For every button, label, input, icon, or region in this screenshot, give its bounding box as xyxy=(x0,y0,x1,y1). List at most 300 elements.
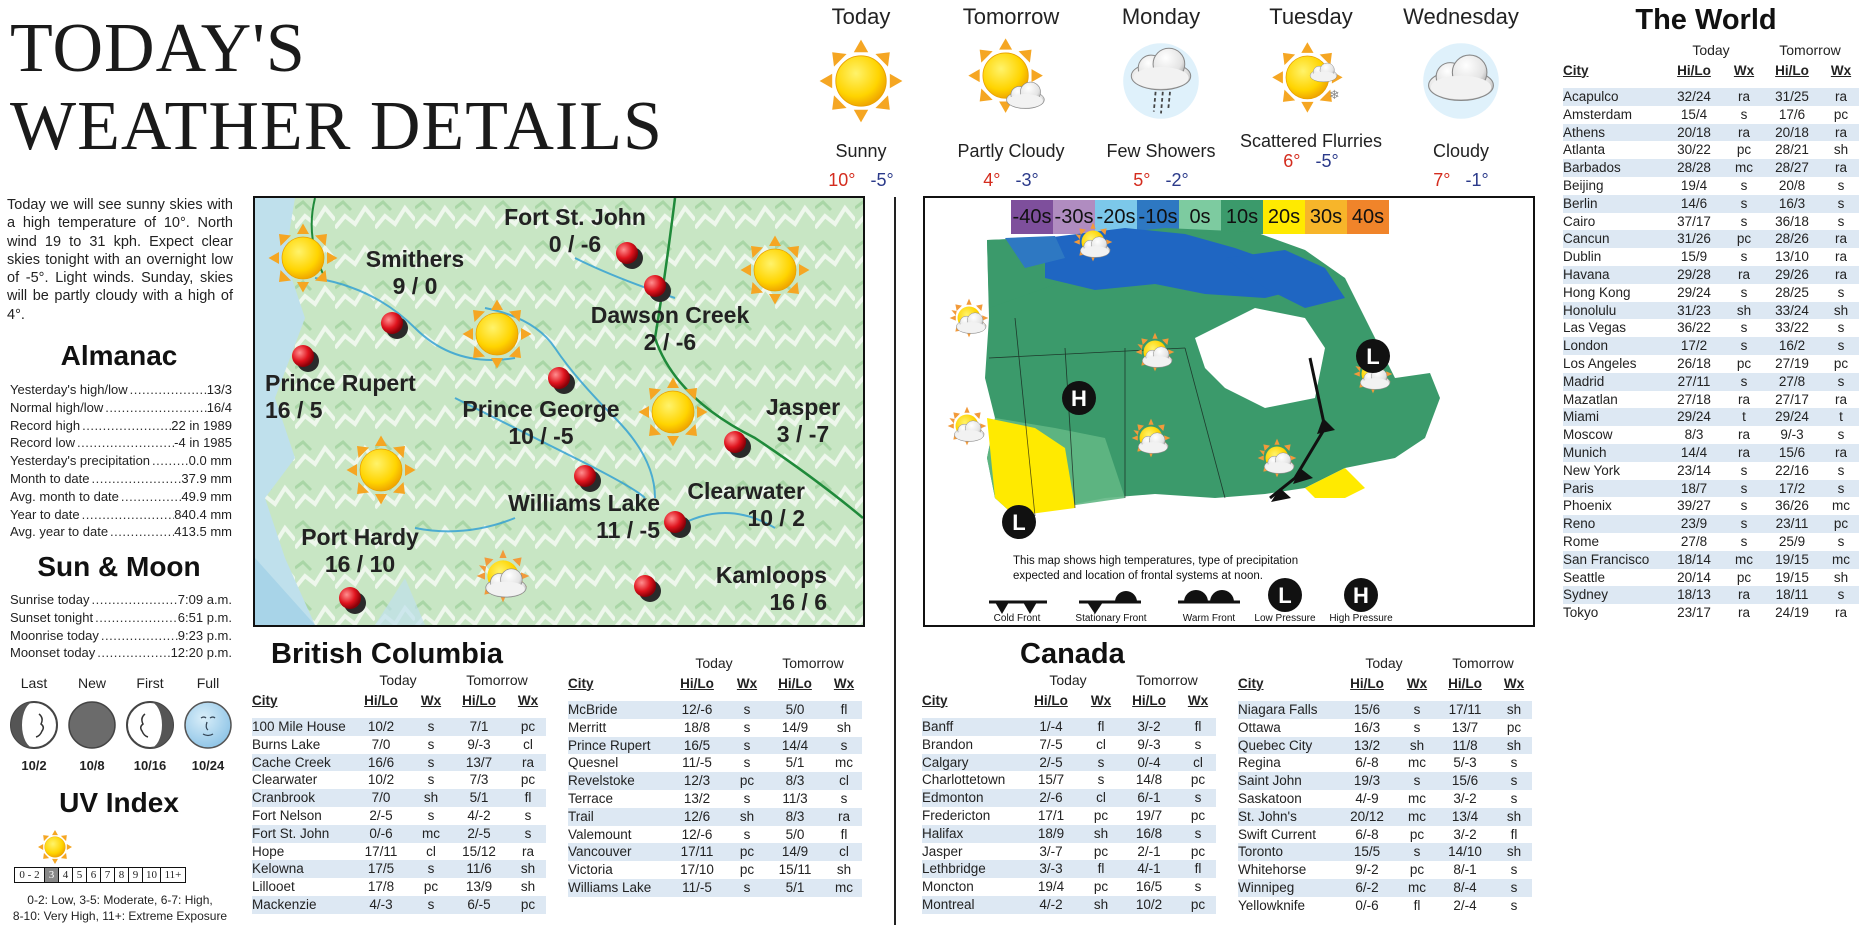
table-row xyxy=(922,789,1216,807)
value-cell: pc xyxy=(1833,106,1849,122)
value-cell: 15/5 xyxy=(1334,843,1400,861)
almanac-row xyxy=(10,417,232,435)
value-cell: 20/8 xyxy=(1778,177,1806,193)
moon-phase-date: 10/16 xyxy=(133,758,167,773)
value-cell: pc xyxy=(1409,826,1425,842)
partly-cloudy-icon xyxy=(966,36,1056,126)
forecast-day-name: Wednesday xyxy=(1403,4,1519,29)
value-cell: mc xyxy=(1823,551,1859,569)
value-cell: 32/24 xyxy=(1661,88,1727,106)
table-row xyxy=(1563,586,1859,604)
value-cell: ra xyxy=(1737,427,1750,443)
map-city-temps: 0 / -6 xyxy=(548,231,602,257)
table-column-header xyxy=(568,673,862,693)
value-cell: 14/4 xyxy=(764,737,826,755)
city-cell: Athens xyxy=(1563,124,1661,142)
bc-table-left xyxy=(252,672,546,914)
city-cell: Quebec City xyxy=(1238,737,1334,755)
city-cell: Sydney xyxy=(1563,586,1661,604)
city-cell: Dublin xyxy=(1563,249,1602,265)
city-cell: Lethbridge xyxy=(922,860,1018,878)
forecast-desc: Partly Cloudy xyxy=(957,141,1065,161)
table-column-header xyxy=(1563,60,1859,80)
value-cell: pc xyxy=(1727,230,1761,248)
value-cell: s xyxy=(510,825,546,843)
table-row xyxy=(252,896,546,914)
value-cell: s xyxy=(1837,427,1845,443)
value-cell: s xyxy=(1740,533,1748,549)
column-header: City xyxy=(252,692,278,708)
moon-phase-label: First xyxy=(136,675,164,691)
table-row xyxy=(1238,843,1532,861)
almanac-row xyxy=(10,488,232,506)
column-header: Wx xyxy=(1187,692,1209,708)
header-today: Today xyxy=(695,655,733,672)
city-cell: Jasper xyxy=(922,843,963,859)
value-cell: 3/-2 xyxy=(1118,718,1180,736)
table-row xyxy=(1563,124,1859,142)
row-leader xyxy=(119,488,182,506)
value-cell: s xyxy=(1837,533,1845,549)
value-cell: sh xyxy=(1823,302,1859,320)
forecast-day xyxy=(936,4,1086,191)
value-cell: s xyxy=(1740,249,1748,265)
value-cell: s xyxy=(414,860,448,878)
map-city-name: Smithers xyxy=(365,246,465,272)
city-cell: 100 Mile House xyxy=(252,718,348,736)
value-cell: 5/0 xyxy=(764,701,826,719)
value-cell: 18/11 xyxy=(1761,586,1823,604)
value-cell: s xyxy=(1727,515,1761,533)
value-cell: pc xyxy=(1736,142,1752,158)
table-row xyxy=(1238,737,1532,755)
table-row xyxy=(1238,790,1532,808)
table-row xyxy=(1563,569,1859,587)
value-cell: s xyxy=(1496,772,1532,790)
value-cell: 28/25 xyxy=(1775,284,1809,300)
table-row xyxy=(1563,426,1859,444)
value-cell: 23/9 xyxy=(1661,515,1727,533)
table-row xyxy=(1563,551,1859,569)
forecast-low: -3° xyxy=(1015,170,1039,190)
city-cell: Brandon xyxy=(922,736,974,752)
city-cell: Lillooet xyxy=(252,879,295,895)
city-cell: Fort St. John xyxy=(252,825,348,843)
value-cell: mc xyxy=(826,879,862,897)
uv-index-scale xyxy=(14,867,186,883)
bc-heading: British Columbia xyxy=(271,638,504,670)
city-cell: Hope xyxy=(252,843,285,859)
moon-phase-date: 10/24 xyxy=(191,758,225,773)
value-cell: ra xyxy=(1727,444,1761,462)
value-cell: 17/5 xyxy=(348,860,414,878)
world-table xyxy=(1563,42,1859,622)
table-row xyxy=(1563,230,1859,248)
row-label: Avg. month to date xyxy=(10,488,119,504)
table-row xyxy=(568,861,862,879)
row-label: Yesterday's high/low xyxy=(10,382,128,397)
stationary-front-icon xyxy=(1079,591,1141,614)
value-cell: s xyxy=(1400,843,1434,861)
value-cell: sh xyxy=(1833,569,1849,585)
table-group-header xyxy=(252,672,546,690)
canada-map xyxy=(923,196,1535,627)
value-cell: s xyxy=(840,790,848,806)
uv-scale-cell: 4 xyxy=(59,868,73,882)
value-cell: 9/-2 xyxy=(1355,862,1379,878)
legend-swatch: 20s xyxy=(1263,200,1305,234)
value-cell: s xyxy=(1740,213,1748,229)
value-cell: s xyxy=(1510,755,1518,771)
value-cell: 15/7 xyxy=(1037,772,1065,788)
uv-note-line: 0-2: Low, 3-5: Moderate, 6-7: High, xyxy=(27,893,213,907)
row-leader xyxy=(90,591,178,609)
five-day-forecast xyxy=(786,4,1546,190)
value-cell: 13/2 xyxy=(683,790,711,806)
table-row xyxy=(568,772,862,790)
value-cell: 36/26 xyxy=(1775,498,1809,514)
value-cell: pc xyxy=(1823,515,1859,533)
value-cell: ra xyxy=(1834,391,1847,407)
table-row xyxy=(1563,195,1859,213)
value-cell: s xyxy=(1740,462,1748,478)
value-cell: 7/0 xyxy=(371,736,391,752)
city-cell: New York xyxy=(1563,462,1621,478)
forecast-low: -5° xyxy=(1315,151,1339,171)
value-cell: 20/18 xyxy=(1661,124,1727,142)
value-cell: 13/7 xyxy=(448,754,510,772)
city-cell: Honolulu xyxy=(1563,302,1661,320)
legend-swatch: -30s xyxy=(1053,200,1095,234)
map-city-name: Port Hardy xyxy=(301,524,419,550)
value-cell: s xyxy=(1510,862,1518,878)
table-group-header xyxy=(568,655,862,673)
row-value: 9:23 p.m. xyxy=(177,627,232,643)
value-cell: 8/-1 xyxy=(1453,862,1477,878)
map-city-temps: 10 / 2 xyxy=(747,505,805,531)
city-cell: Fredericton xyxy=(922,807,991,823)
forecast-low: -5° xyxy=(870,170,894,190)
value-cell: 29/24 xyxy=(1761,408,1823,426)
city-cell: St. John's xyxy=(1238,808,1334,826)
value-cell: 9/-3 xyxy=(467,736,491,752)
row-value: 840.4 mm xyxy=(174,506,232,522)
header-tomorrow: Tomorrow xyxy=(466,672,528,689)
value-cell: 36/18 xyxy=(1775,213,1809,229)
forecast-day-name: Tuesday xyxy=(1269,4,1353,29)
map-city-name: Prince Rupert xyxy=(265,370,416,396)
table-row xyxy=(922,736,1216,754)
forecast-day-name: Tomorrow xyxy=(962,4,1060,29)
row-leader xyxy=(93,609,178,627)
almanac-row xyxy=(10,609,232,627)
table-spacer xyxy=(568,693,862,701)
value-cell: 11/-5 xyxy=(682,755,712,771)
value-cell: 17/2 xyxy=(1761,480,1823,498)
value-cell: cl xyxy=(826,843,862,861)
value-cell: 10/2 xyxy=(367,772,395,788)
table-spacer xyxy=(1563,80,1859,88)
value-cell: mc xyxy=(1400,879,1434,897)
row-leader xyxy=(150,452,189,470)
table-row xyxy=(1238,701,1532,719)
value-cell: s xyxy=(1823,373,1859,391)
value-cell: 8/-4 xyxy=(1434,879,1496,897)
value-cell: s xyxy=(730,879,764,897)
city-cell: Cairo xyxy=(1563,213,1596,229)
column-header: Hi/Lo xyxy=(1677,62,1711,78)
value-cell: fl xyxy=(1180,718,1216,736)
value-cell: pc xyxy=(1736,569,1752,585)
svg-text:❄: ❄ xyxy=(1329,87,1340,102)
city-cell: Las Vegas xyxy=(1563,320,1627,336)
forecast-desc: Sunny xyxy=(835,141,887,161)
map-note-line: expected and location of frontal systems at noon. xyxy=(1013,570,1263,582)
forecast-desc: Scattered Flurries xyxy=(1239,131,1383,151)
value-cell: 6/-8 xyxy=(1355,755,1379,771)
value-cell: ra xyxy=(1823,159,1859,177)
value-cell: 16/5 xyxy=(664,737,730,755)
spacer-cell xyxy=(922,710,1216,718)
value-cell: 16/2 xyxy=(1761,337,1823,355)
value-cell: 37/17 xyxy=(1677,213,1711,229)
city-cell: Cache Creek xyxy=(252,754,348,772)
value-cell: ra xyxy=(1823,444,1859,462)
city-cell: Whitehorse xyxy=(1238,862,1307,878)
row-label: Avg. year to date xyxy=(10,524,109,540)
value-cell: mc xyxy=(1408,790,1426,806)
value-cell: 13/4 xyxy=(1434,808,1496,826)
map-key-label: Low Pressure xyxy=(1254,613,1316,624)
value-cell: 16/6 xyxy=(348,754,414,772)
table-row xyxy=(1238,754,1532,772)
city-cell: Phoenix xyxy=(1563,498,1612,514)
legend-swatch: 40s xyxy=(1347,200,1389,234)
row-label: Moonset today xyxy=(10,645,96,661)
table-row xyxy=(1563,391,1859,409)
value-cell: fl xyxy=(1413,897,1421,913)
uv-sun-icon xyxy=(38,830,72,864)
forecast-day xyxy=(786,4,936,191)
map-city-temps: 16 / 6 xyxy=(769,589,827,615)
value-cell: 17/11 xyxy=(1434,701,1496,719)
value-cell: sh xyxy=(1400,737,1434,755)
value-cell: s xyxy=(1823,480,1859,498)
city-cell: Atlanta xyxy=(1563,142,1606,158)
row-leader xyxy=(99,627,178,645)
value-cell: fl xyxy=(1180,860,1216,878)
value-cell: 31/23 xyxy=(1661,302,1727,320)
value-cell: 7/0 xyxy=(348,789,414,807)
value-cell: mc xyxy=(414,825,448,843)
value-cell: 28/27 xyxy=(1761,159,1823,177)
full-moon-icon xyxy=(183,700,233,750)
table-row xyxy=(922,843,1216,861)
value-cell: pc xyxy=(739,862,755,878)
value-cell: 7/3 xyxy=(469,772,489,788)
value-cell: s xyxy=(1510,897,1518,913)
almanac-list xyxy=(10,381,232,541)
table-group-header xyxy=(1563,42,1859,60)
almanac-row xyxy=(10,627,232,645)
table-row xyxy=(1563,533,1859,551)
map-city-label xyxy=(441,396,641,450)
table-row xyxy=(568,826,862,844)
almanac-row xyxy=(10,452,232,470)
value-cell: 0/-4 xyxy=(1118,754,1180,772)
value-cell: 6/-8 xyxy=(1355,826,1379,842)
table-row xyxy=(1563,284,1859,302)
table-row xyxy=(252,736,546,754)
uv-scale-cell: 8 xyxy=(115,868,129,882)
map-city-temps: 16 / 5 xyxy=(265,397,323,423)
value-cell: s xyxy=(743,719,751,735)
value-cell: 8/3 xyxy=(764,808,826,826)
value-cell: 15/12 xyxy=(462,843,496,859)
almanac-row xyxy=(10,434,232,452)
city-cell: San Francisco xyxy=(1563,551,1661,569)
row-value: 12:20 p.m. xyxy=(170,645,232,661)
table-row xyxy=(1563,604,1859,622)
value-cell: 6/-2 xyxy=(1334,879,1400,897)
value-cell: 2/-1 xyxy=(1137,843,1161,859)
value-cell: 28/28 xyxy=(1661,159,1727,177)
row-label: Month to date xyxy=(10,470,90,486)
row-leader xyxy=(128,381,207,399)
table-row xyxy=(568,808,862,826)
value-cell: 13/9 xyxy=(465,879,493,895)
value-cell: 2/-5 xyxy=(369,807,393,823)
legend-swatch: -10s xyxy=(1137,200,1179,234)
value-cell: s xyxy=(1823,195,1859,213)
forecast-day xyxy=(1386,4,1536,191)
value-cell: mc xyxy=(1727,551,1761,569)
map-key-label: Stationary Front xyxy=(1075,613,1147,624)
warm-front-icon xyxy=(1178,590,1240,602)
city-cell: Seattle xyxy=(1563,569,1606,585)
value-cell: 2/-6 xyxy=(1018,789,1084,807)
legend-swatch: 30s xyxy=(1305,200,1347,234)
map-city-label xyxy=(753,394,853,448)
table-row xyxy=(1563,141,1859,159)
value-cell: s xyxy=(730,701,764,719)
value-cell: 15/6 xyxy=(1761,444,1823,462)
value-cell: s xyxy=(1740,177,1748,193)
value-cell: s xyxy=(1496,879,1532,897)
city-cell: Acapulco xyxy=(1563,88,1661,106)
column-header: Wx xyxy=(736,675,758,691)
table-row xyxy=(252,825,546,843)
column-header: Hi/Lo xyxy=(1775,62,1809,78)
column-header: Hi/Lo xyxy=(1448,675,1482,691)
table-row xyxy=(922,860,1216,878)
value-cell: pc xyxy=(1180,896,1216,914)
column-header: Hi/Lo xyxy=(1350,675,1384,691)
value-cell: 12/-6 xyxy=(681,826,713,842)
almanac-row xyxy=(10,591,232,609)
value-cell: mc xyxy=(1408,755,1426,771)
row-label: Moonrise today xyxy=(10,627,99,643)
forecast-day xyxy=(1086,4,1236,191)
value-cell: pc xyxy=(1190,843,1206,859)
value-cell: 9/-3 xyxy=(1137,736,1161,752)
value-cell: 23/14 xyxy=(1677,462,1711,478)
value-cell: 27/8 xyxy=(1761,373,1823,391)
value-cell: s xyxy=(826,737,862,755)
canada-heading: Canada xyxy=(1020,638,1125,670)
value-cell: ra xyxy=(1737,605,1750,621)
value-cell: sh xyxy=(1496,737,1532,755)
city-cell: Victoria xyxy=(568,862,613,878)
value-cell: 20/14 xyxy=(1677,569,1711,585)
value-cell: sh xyxy=(1727,302,1761,320)
value-cell: 22/16 xyxy=(1775,462,1809,478)
row-value: -4 in 1985 xyxy=(174,435,232,451)
map-key-label: High Pressure xyxy=(1329,613,1393,624)
map-note-line: This map shows high temperatures, type of precipitation xyxy=(1013,555,1299,567)
value-cell: pc xyxy=(520,772,536,788)
city-cell: Hong Kong xyxy=(1563,284,1631,300)
value-cell: 12/3 xyxy=(664,772,730,790)
column-header: Hi/Lo xyxy=(1034,692,1068,708)
forecast-day-name: Monday xyxy=(1121,4,1201,29)
uv-scale-cell: 9 xyxy=(129,868,143,882)
map-city-temps: 9 / 0 xyxy=(392,273,438,299)
sunny-icon xyxy=(816,36,906,126)
table-row xyxy=(1238,808,1532,826)
map-city-name: Dawson Creek xyxy=(590,302,750,328)
column-header: City xyxy=(1563,62,1589,78)
map-city-label xyxy=(570,302,770,356)
forecast-high: 10° xyxy=(828,170,856,190)
city-cell: Havana xyxy=(1563,266,1661,284)
uv-index-note xyxy=(0,892,240,924)
value-cell: 17/10 xyxy=(680,862,714,878)
uv-scale-cell: 6 xyxy=(87,868,101,882)
uv-scale-cell: 3 xyxy=(45,868,59,882)
value-cell: 36/22 xyxy=(1677,320,1711,336)
value-cell: 17/8 xyxy=(367,879,395,895)
value-cell: s xyxy=(1740,498,1748,514)
value-cell: 27/8 xyxy=(1680,533,1708,549)
value-cell: ra xyxy=(521,843,534,859)
value-cell: 11/3 xyxy=(782,790,808,806)
value-cell: 11/8 xyxy=(1434,737,1496,755)
city-cell: Swift Current xyxy=(1238,826,1317,842)
value-cell: 11/-5 xyxy=(664,879,730,897)
value-cell: ra xyxy=(1823,88,1859,106)
header-blank xyxy=(922,672,1018,690)
column-header: Wx xyxy=(1830,62,1852,78)
table-row xyxy=(1238,826,1532,844)
city-cell: Terrace xyxy=(568,790,614,806)
uv-scale-cell: 11+ xyxy=(164,869,182,881)
value-cell: sh xyxy=(1833,142,1849,158)
flurries-icon xyxy=(1266,36,1356,126)
value-cell: s xyxy=(1837,177,1845,193)
map-key-label: Cold Front xyxy=(993,613,1041,624)
almanac-row xyxy=(10,644,232,662)
value-cell: mc xyxy=(1727,159,1761,177)
table-row xyxy=(1563,462,1859,480)
value-cell: 13/10 xyxy=(1775,249,1809,265)
value-cell: 15/9 xyxy=(1680,249,1708,265)
table-row xyxy=(252,843,546,861)
value-cell: mc xyxy=(1400,808,1434,826)
value-cell: ra xyxy=(1823,230,1859,248)
value-cell: cl xyxy=(1180,754,1216,772)
city-cell: Clearwater xyxy=(252,772,318,788)
